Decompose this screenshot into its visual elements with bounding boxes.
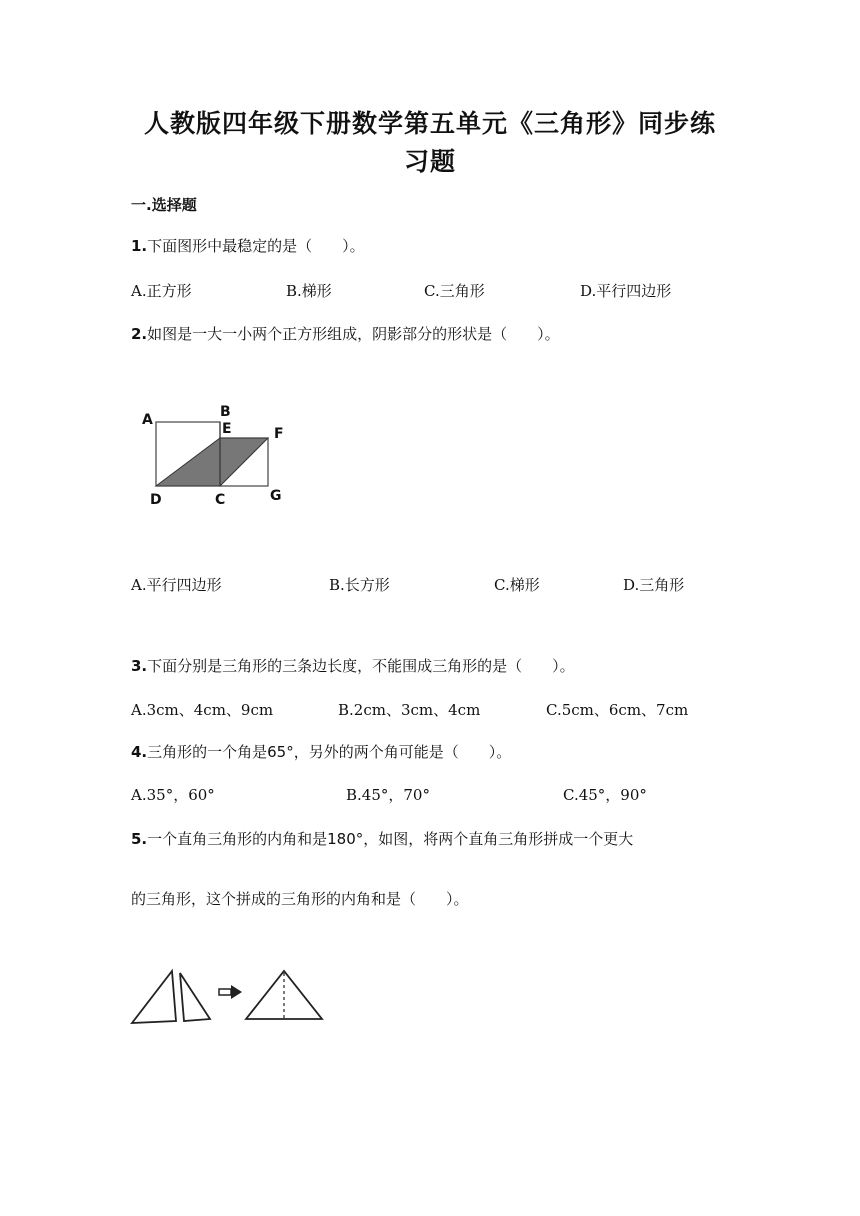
- question-text: 下面分别是三角形的三条边长度，不能围成三角形的是（ ）。: [147, 657, 575, 675]
- question-number: 4.: [131, 743, 148, 761]
- question-3: [131, 655, 575, 676]
- question-5-continued: 的三角形，这个拼成的三角形的内角和是（ ）。: [131, 890, 469, 908]
- option-b: B.2cm、3cm、4cm: [338, 701, 481, 719]
- option-b: B.梯形: [286, 282, 332, 300]
- option-b: B.长方形: [329, 576, 390, 594]
- question-text: 下面图形中最稳定的是（ ）。: [147, 237, 365, 255]
- question-number: 3.: [131, 657, 148, 675]
- question-text: 一个直角三角形的内角和是180°，如图，将两个直角三角形拼成一个更大: [147, 830, 634, 848]
- option-c: C.三角形: [424, 282, 485, 300]
- option-d: D.平行四边形: [580, 282, 672, 300]
- right-triangle-right: [180, 973, 210, 1021]
- option-c: C.梯形: [494, 576, 540, 594]
- option-c: C.5cm、6cm、7cm: [546, 701, 689, 719]
- label-e: E: [222, 421, 232, 437]
- question-5: [131, 828, 633, 849]
- option-b: B.45°，70°: [346, 786, 430, 804]
- triangles-figure: [128, 965, 328, 1029]
- page-title-line2: 习题: [403, 147, 456, 176]
- option-c: C.45°，90°: [563, 786, 647, 804]
- question-4: [131, 741, 511, 762]
- label-d: D: [150, 492, 162, 508]
- shaded-parallelogram: [156, 438, 268, 486]
- question-text: 如图是一大一小两个正方形组成，阴影部分的形状是（ ）。: [147, 325, 560, 343]
- option-a: A.35°，60°: [131, 786, 215, 804]
- option-a: A.正方形: [131, 282, 192, 300]
- question-1: [131, 235, 365, 256]
- arrow-right-icon: [219, 985, 242, 999]
- label-b: B: [220, 404, 231, 420]
- label-f: F: [274, 426, 284, 442]
- question-number: 2.: [131, 325, 148, 343]
- right-triangle-left: [132, 971, 176, 1023]
- question-text: 三角形的一个角是65°，另外的两个角可能是（ ）。: [147, 743, 512, 761]
- label-c: C: [215, 492, 226, 508]
- label-g: G: [270, 488, 282, 504]
- squares-figure: [138, 400, 298, 512]
- section-heading: 一.选择题: [131, 196, 197, 214]
- label-a: A: [142, 412, 153, 428]
- option-a: A.3cm、4cm、9cm: [131, 701, 274, 719]
- option-d: D.三角形: [623, 576, 685, 594]
- question-number: 5.: [131, 830, 148, 848]
- question-number: 1.: [131, 237, 148, 255]
- option-a: A.平行四边形: [131, 576, 222, 594]
- question-2: [131, 323, 560, 344]
- page-title-line1: 人教版四年级下册数学第五单元《三角形》同步练: [143, 109, 716, 138]
